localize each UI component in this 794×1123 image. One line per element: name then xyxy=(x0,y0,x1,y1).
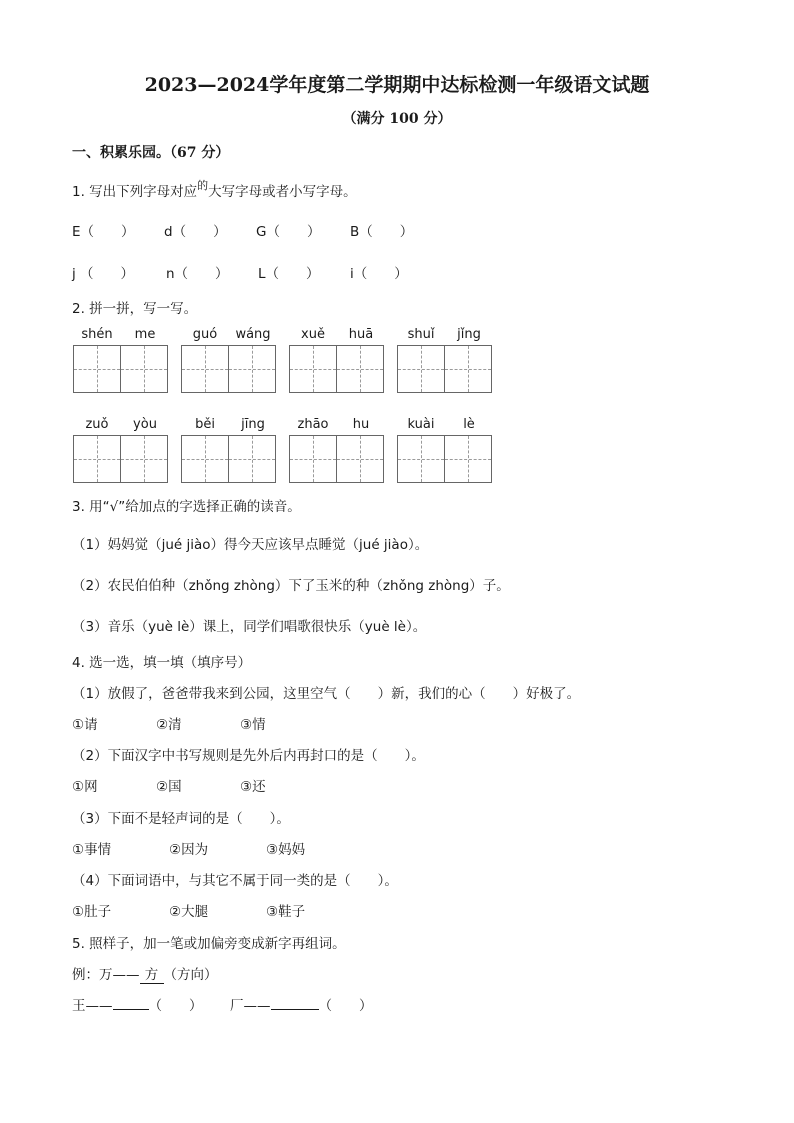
option: ②国 xyxy=(156,779,182,795)
letter-blank[interactable]: j （ ） xyxy=(72,266,135,282)
tianzige-cell[interactable] xyxy=(397,435,445,483)
question-4-sub: （3）下面不是轻声词的是（ ）。 xyxy=(72,811,290,827)
example-line xyxy=(72,963,218,984)
tianzige-cell[interactable] xyxy=(397,345,445,393)
prompt-part: 的 xyxy=(197,179,209,192)
answer-paren[interactable]: （ ） xyxy=(148,998,203,1014)
question-4-sub: （1）放假了，爸爸带我来到公园，这里空气（ ）新，我们的心（ ）好极了。 xyxy=(72,686,581,702)
question-3-item: （2）农民伯伯种（zhǒng zhòng）下了玉米的种（zhǒng zhòng）子。 xyxy=(72,578,510,594)
option: ②因为 xyxy=(169,842,209,858)
pinyin-label: wáng xyxy=(235,327,271,342)
page-title: 2023—2024学年度第二学期期中达标检测一年级语文试题 xyxy=(144,74,650,96)
writing-grid xyxy=(397,345,491,393)
prompt-part: 大写字母或者小写字母。 xyxy=(208,184,357,200)
exercise-char: 王—— xyxy=(72,998,113,1014)
pinyin-label: me xyxy=(134,327,156,342)
question-2-prompt: 2. 拼一拼，写一写。 xyxy=(72,301,198,317)
tianzige-cell[interactable] xyxy=(120,435,168,483)
letter-blank[interactable]: B（ ） xyxy=(350,224,414,240)
option: ③鞋子 xyxy=(266,904,306,920)
pinyin-label: shén xyxy=(81,327,113,342)
pinyin-label: xuě xyxy=(301,327,325,342)
tianzige-cell[interactable] xyxy=(181,345,229,393)
writing-grid xyxy=(289,345,383,393)
option: ②清 xyxy=(156,717,182,733)
question-1-prompt xyxy=(72,180,357,200)
writing-grid xyxy=(73,435,167,483)
exercise-line xyxy=(230,994,373,1014)
pinyin-label: kuài xyxy=(407,417,435,432)
question-4-prompt: 4. 选一选，填一填（填序号） xyxy=(72,655,252,671)
example-prefix: 例：万—— xyxy=(72,967,140,983)
pinyin-label: huā xyxy=(348,327,374,342)
question-4-sub: （2）下面汉字中书写规则是先外后内再封口的是（ ）。 xyxy=(72,748,425,764)
writing-grid xyxy=(73,345,167,393)
answer-blank[interactable] xyxy=(271,995,319,1010)
tianzige-cell[interactable] xyxy=(73,435,121,483)
answer-blank[interactable] xyxy=(113,995,149,1010)
pinyin-label: yòu xyxy=(133,417,157,432)
option: ③妈妈 xyxy=(266,842,306,858)
letter-blank[interactable]: d（ ） xyxy=(164,224,227,240)
tianzige-cell[interactable] xyxy=(289,345,337,393)
letter-blank[interactable]: i（ ） xyxy=(350,266,408,282)
tianzige-cell[interactable] xyxy=(120,345,168,393)
tianzige-cell[interactable] xyxy=(444,435,492,483)
section-heading: 一、积累乐园。（67 分） xyxy=(72,145,230,161)
tianzige-cell[interactable] xyxy=(73,345,121,393)
option: ①事情 xyxy=(72,842,112,858)
tianzige-cell[interactable] xyxy=(228,345,276,393)
option: ①请 xyxy=(72,717,98,733)
page-subtitle: （满分 100 分） xyxy=(342,111,452,127)
pinyin-label: shuǐ xyxy=(407,327,435,342)
pinyin-label: hu xyxy=(352,417,370,432)
pinyin-label: zhāo xyxy=(297,417,329,432)
pinyin-label: běi xyxy=(195,417,215,432)
pinyin-label: jǐng xyxy=(457,327,481,342)
tianzige-cell[interactable] xyxy=(181,435,229,483)
pinyin-label: guó xyxy=(192,327,218,342)
prompt-part: 1. 写出下列字母对应 xyxy=(72,184,198,200)
letter-blank[interactable]: L（ ） xyxy=(258,266,320,282)
exercise-line xyxy=(72,994,203,1014)
pinyin-label: zuǒ xyxy=(85,417,109,432)
option: ②大腿 xyxy=(169,904,209,920)
tianzige-cell[interactable] xyxy=(336,345,384,393)
answer-paren[interactable]: （ ） xyxy=(318,998,373,1014)
writing-grid xyxy=(181,435,275,483)
writing-grid xyxy=(397,435,491,483)
question-5-prompt: 5. 照样子，加一笔或加偏旁变成新字再组词。 xyxy=(72,936,346,952)
exercise-char: 厂—— xyxy=(230,998,271,1014)
option: ③情 xyxy=(240,717,266,733)
letter-blank[interactable]: E（ ） xyxy=(72,224,135,240)
example-suffix: （方向） xyxy=(163,967,218,983)
tianzige-cell[interactable] xyxy=(336,435,384,483)
tianzige-cell[interactable] xyxy=(289,435,337,483)
pinyin-label: lè xyxy=(463,417,475,432)
question-3-item: （3）音乐（yuè lè）课上，同学们唱歌很快乐（yuè lè）。 xyxy=(72,619,427,635)
example-answer: 方 xyxy=(140,963,164,984)
tianzige-cell[interactable] xyxy=(228,435,276,483)
pinyin-label: jīng xyxy=(241,417,265,432)
question-3-item: （1）妈妈觉（jué jiào）得今天应该早点睡觉（jué jiào）。 xyxy=(72,537,429,553)
question-4-sub: （4）下面词语中，与其它不属于同一类的是（ ）。 xyxy=(72,873,398,889)
option: ①网 xyxy=(72,779,98,795)
writing-grid xyxy=(181,345,275,393)
option: ③还 xyxy=(240,779,266,795)
letter-blank[interactable]: n（ ） xyxy=(166,266,229,282)
writing-grid xyxy=(289,435,383,483)
question-3-prompt: 3. 用“√”给加点的字选择正确的读音。 xyxy=(72,499,301,515)
tianzige-cell[interactable] xyxy=(444,345,492,393)
option: ①肚子 xyxy=(72,904,112,920)
letter-blank[interactable]: G（ ） xyxy=(256,224,321,240)
